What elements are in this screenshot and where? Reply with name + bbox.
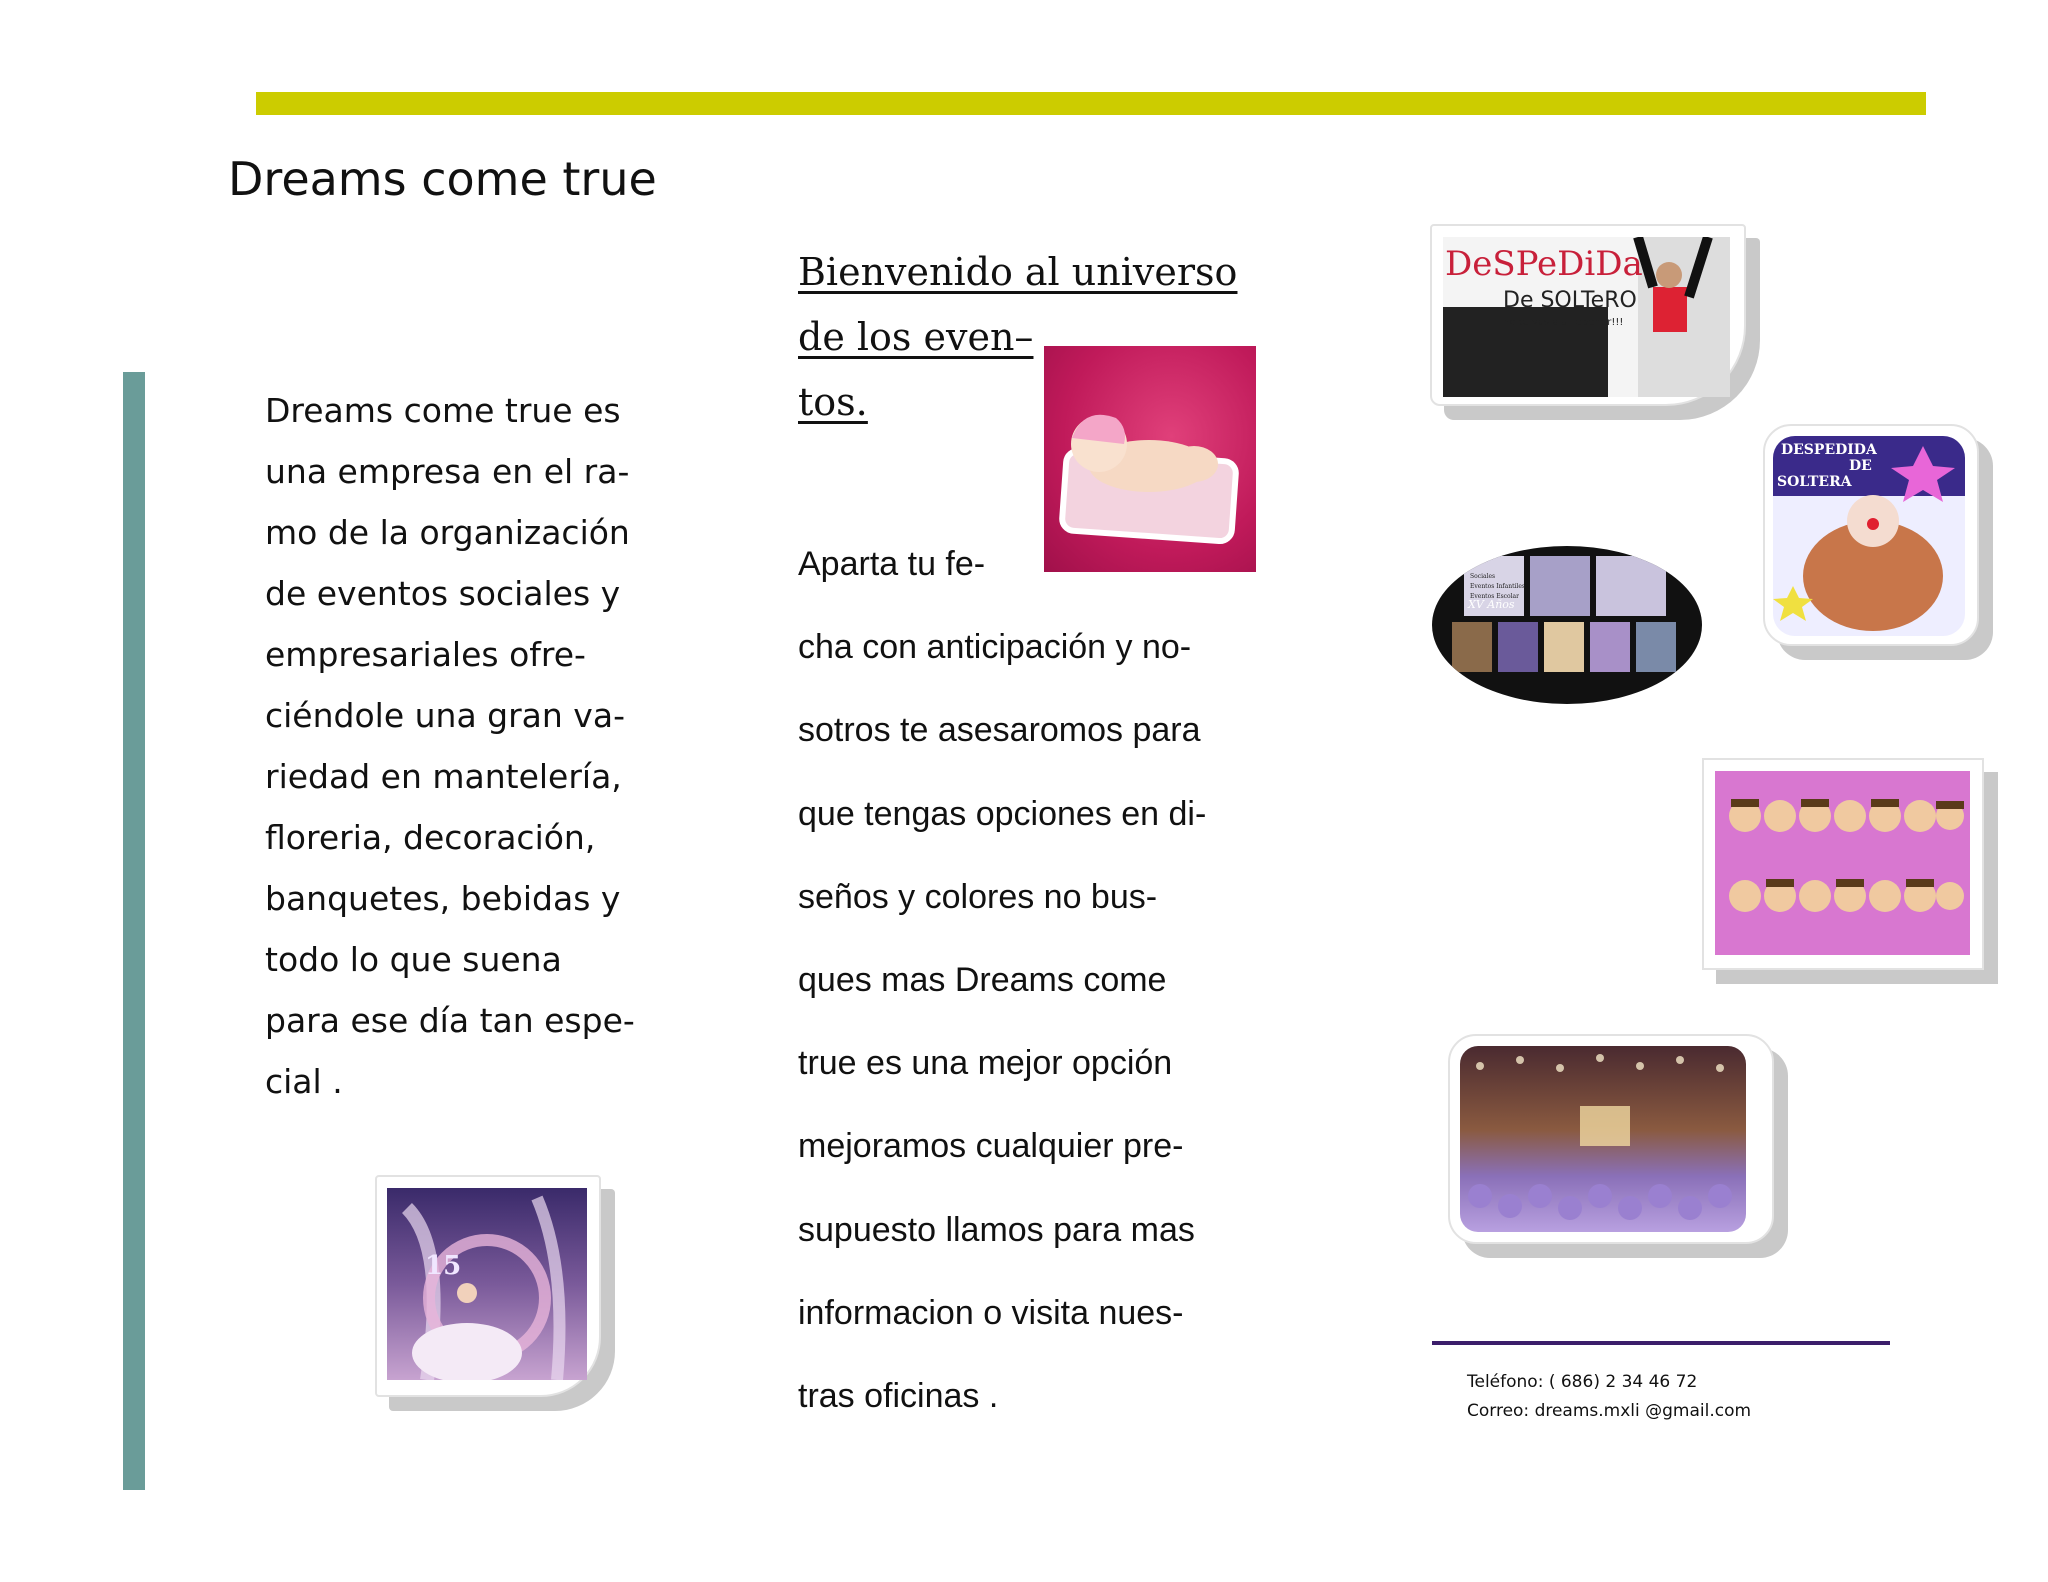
contact-block — [1467, 1368, 1751, 1426]
body-line: informacion o visita nues- — [798, 1293, 1184, 1332]
quinceanera-photo — [387, 1188, 587, 1380]
intro-line: empresariales ofre- — [265, 635, 586, 674]
body-line: true es una mejor opción — [798, 1044, 1173, 1083]
email-text: Correo: dreams.mxli @gmail.com — [1467, 1401, 1752, 1421]
body-paragraph — [798, 523, 1258, 1438]
collage-list-item: Eventos Infantiles — [1470, 583, 1525, 590]
body-line: supuesto llamos para mas — [798, 1210, 1195, 1249]
intro-line: todo lo que suena — [265, 940, 562, 979]
intro-line: de eventos sociales y — [265, 574, 621, 613]
contact-divider — [1432, 1341, 1890, 1345]
body-line: ques mas Dreams come — [798, 961, 1167, 1000]
heading-line: Bienvenido al universo — [798, 250, 1238, 294]
top-accent-bar — [256, 92, 1926, 115]
intro-line: Dreams come true es — [265, 391, 621, 430]
soltero-text-2: De SOLTeRO — [1503, 288, 1637, 313]
balloon-hall-photo — [1460, 1046, 1746, 1232]
intro-line: banquetes, bebidas y — [265, 879, 621, 918]
body-line: Aparta tu fe- — [798, 545, 986, 583]
collage-caption: XV Años — [1468, 598, 1515, 611]
intro-line: una empresa en el ra- — [265, 452, 630, 491]
soltero-text-3: no te vas a arrepentir!!! — [1503, 317, 1624, 328]
collage-list-item: Sociales — [1470, 573, 1496, 580]
despedida-soltero-photo — [1443, 237, 1730, 397]
intro-line: floreria, decoración, — [265, 818, 596, 857]
body-line: tras oficinas . — [798, 1377, 999, 1416]
heading-line: de los even– — [798, 315, 1034, 359]
baby-cake-photo — [1044, 346, 1256, 572]
heading-line: tos. — [798, 380, 868, 424]
intro-line: ciéndole una gran va- — [265, 696, 625, 735]
body-line: que tengas opciones en di- — [798, 794, 1207, 833]
soltera-text-3: SOLTERA — [1777, 474, 1852, 490]
body-line: cha con anticipación y no- — [798, 628, 1192, 667]
collage-list-item: Eventos Escolar — [1470, 593, 1519, 600]
body-line: sotros te asesaromos para — [798, 711, 1201, 750]
soltera-text-1: DESPEDIDA — [1781, 442, 1877, 458]
intro-paragraph — [265, 380, 635, 1112]
clay-figures-photo — [1715, 771, 1970, 955]
body-line: seños y colores no bus- — [798, 877, 1158, 916]
phone-text: Teléfono: ( 686) 2 34 46 72 — [1467, 1372, 1698, 1392]
brochure-title: Dreams come true — [228, 152, 657, 206]
quince-number: 15 — [425, 1251, 462, 1281]
body-line: mejoramos cualquier pre- — [798, 1127, 1184, 1166]
intro-line: para ese día tan espe- — [265, 1001, 635, 1040]
intro-line: cial . — [265, 1062, 343, 1101]
soltera-text-2: DE — [1849, 458, 1872, 474]
intro-line: riedad en mantelería, — [265, 757, 622, 796]
soltero-text-1: DeSPeDiDa — [1445, 244, 1643, 284]
side-accent-bar — [123, 372, 145, 1490]
despedida-soltera-photo — [1773, 436, 1965, 636]
intro-line: mo de la organización — [265, 513, 630, 552]
xv-collage-photo — [1432, 546, 1702, 704]
